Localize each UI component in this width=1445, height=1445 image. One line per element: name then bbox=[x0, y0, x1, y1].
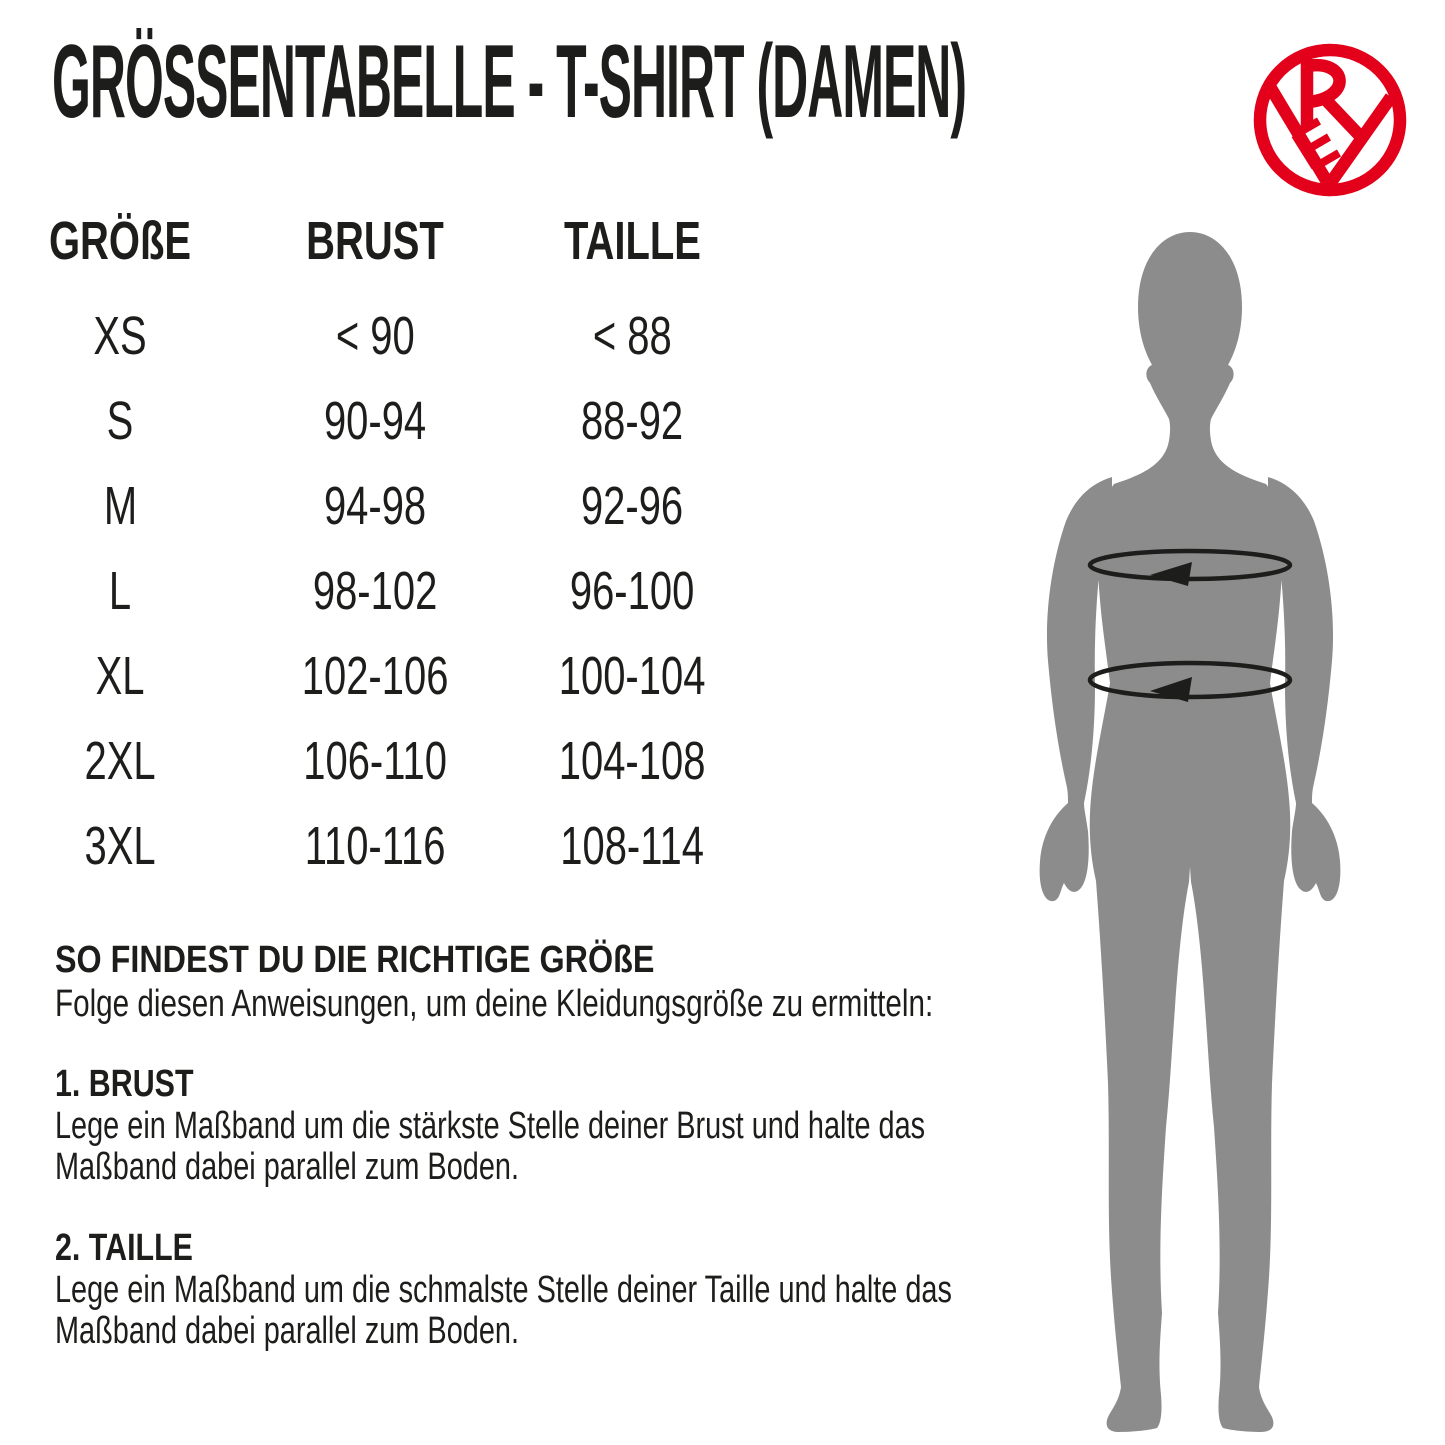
taille-cell: 88-92 bbox=[580, 390, 684, 451]
size-row-l bbox=[55, 548, 735, 633]
size-cell: S bbox=[106, 390, 134, 451]
taille-cell: < 88 bbox=[592, 305, 672, 366]
step-2-title: 2. TAILLE bbox=[55, 1227, 193, 1269]
column-header-brust: BRUST bbox=[306, 211, 444, 271]
brust-cell: 98-102 bbox=[312, 560, 438, 621]
taille-cell: 96-100 bbox=[569, 560, 695, 621]
column-header-groesse: GRÖßE bbox=[48, 211, 192, 271]
brust-cell: 102-106 bbox=[301, 645, 449, 706]
size-cell: L bbox=[108, 560, 132, 621]
taille-cell: 92-96 bbox=[580, 475, 684, 536]
size-row-3xl bbox=[55, 803, 735, 888]
column-header-taille: TAILLE bbox=[563, 211, 701, 271]
page-title: GRÖSSENTABELLE - T-SHIRT (DAMEN) bbox=[52, 24, 967, 140]
size-cell: XS bbox=[93, 305, 147, 366]
step-1-title: 1. BRUST bbox=[55, 1063, 194, 1105]
brust-cell: < 90 bbox=[335, 305, 415, 366]
step-1-text: Lege ein Maßband um die stärkste Stelle deiner Brust und halte das Maßband dabei parallel zum Boden. bbox=[55, 1105, 926, 1188]
size-row-xl bbox=[55, 633, 735, 718]
size-row-2xl bbox=[55, 718, 735, 803]
rwe-crest-logo bbox=[1245, 33, 1420, 208]
taille-cell: 100-104 bbox=[558, 645, 706, 706]
size-cell: 3XL bbox=[84, 815, 156, 876]
step-2-text: Lege ein Maßband um die schmalste Stelle deiner Taille und halte das Maßband dabei parallel zum Boden. bbox=[55, 1269, 952, 1352]
size-row-xs bbox=[55, 293, 735, 378]
brust-cell: 110-116 bbox=[304, 815, 446, 876]
taille-cell: 104-108 bbox=[558, 730, 706, 791]
size-row-s bbox=[55, 378, 735, 463]
silhouette-body bbox=[1090, 232, 1291, 1432]
guide-intro: Folge diesen Anweisungen, um deine Kleidungsgröße zu ermitteln: bbox=[55, 983, 934, 1025]
size-cell: XL bbox=[95, 645, 145, 706]
guide-heading: SO FINDEST DU DIE RICHTIGE GRÖßE bbox=[55, 939, 655, 981]
brust-cell: 90-94 bbox=[323, 390, 427, 451]
size-cell: M bbox=[103, 475, 137, 536]
brust-cell: 94-98 bbox=[323, 475, 427, 536]
size-table-header-row bbox=[48, 205, 735, 277]
brust-cell: 106-110 bbox=[303, 730, 447, 791]
female-body-silhouette bbox=[1000, 225, 1445, 1445]
size-table bbox=[48, 205, 735, 888]
taille-cell: 108-114 bbox=[560, 815, 704, 876]
size-row-m bbox=[55, 463, 735, 548]
size-cell: 2XL bbox=[84, 730, 156, 791]
